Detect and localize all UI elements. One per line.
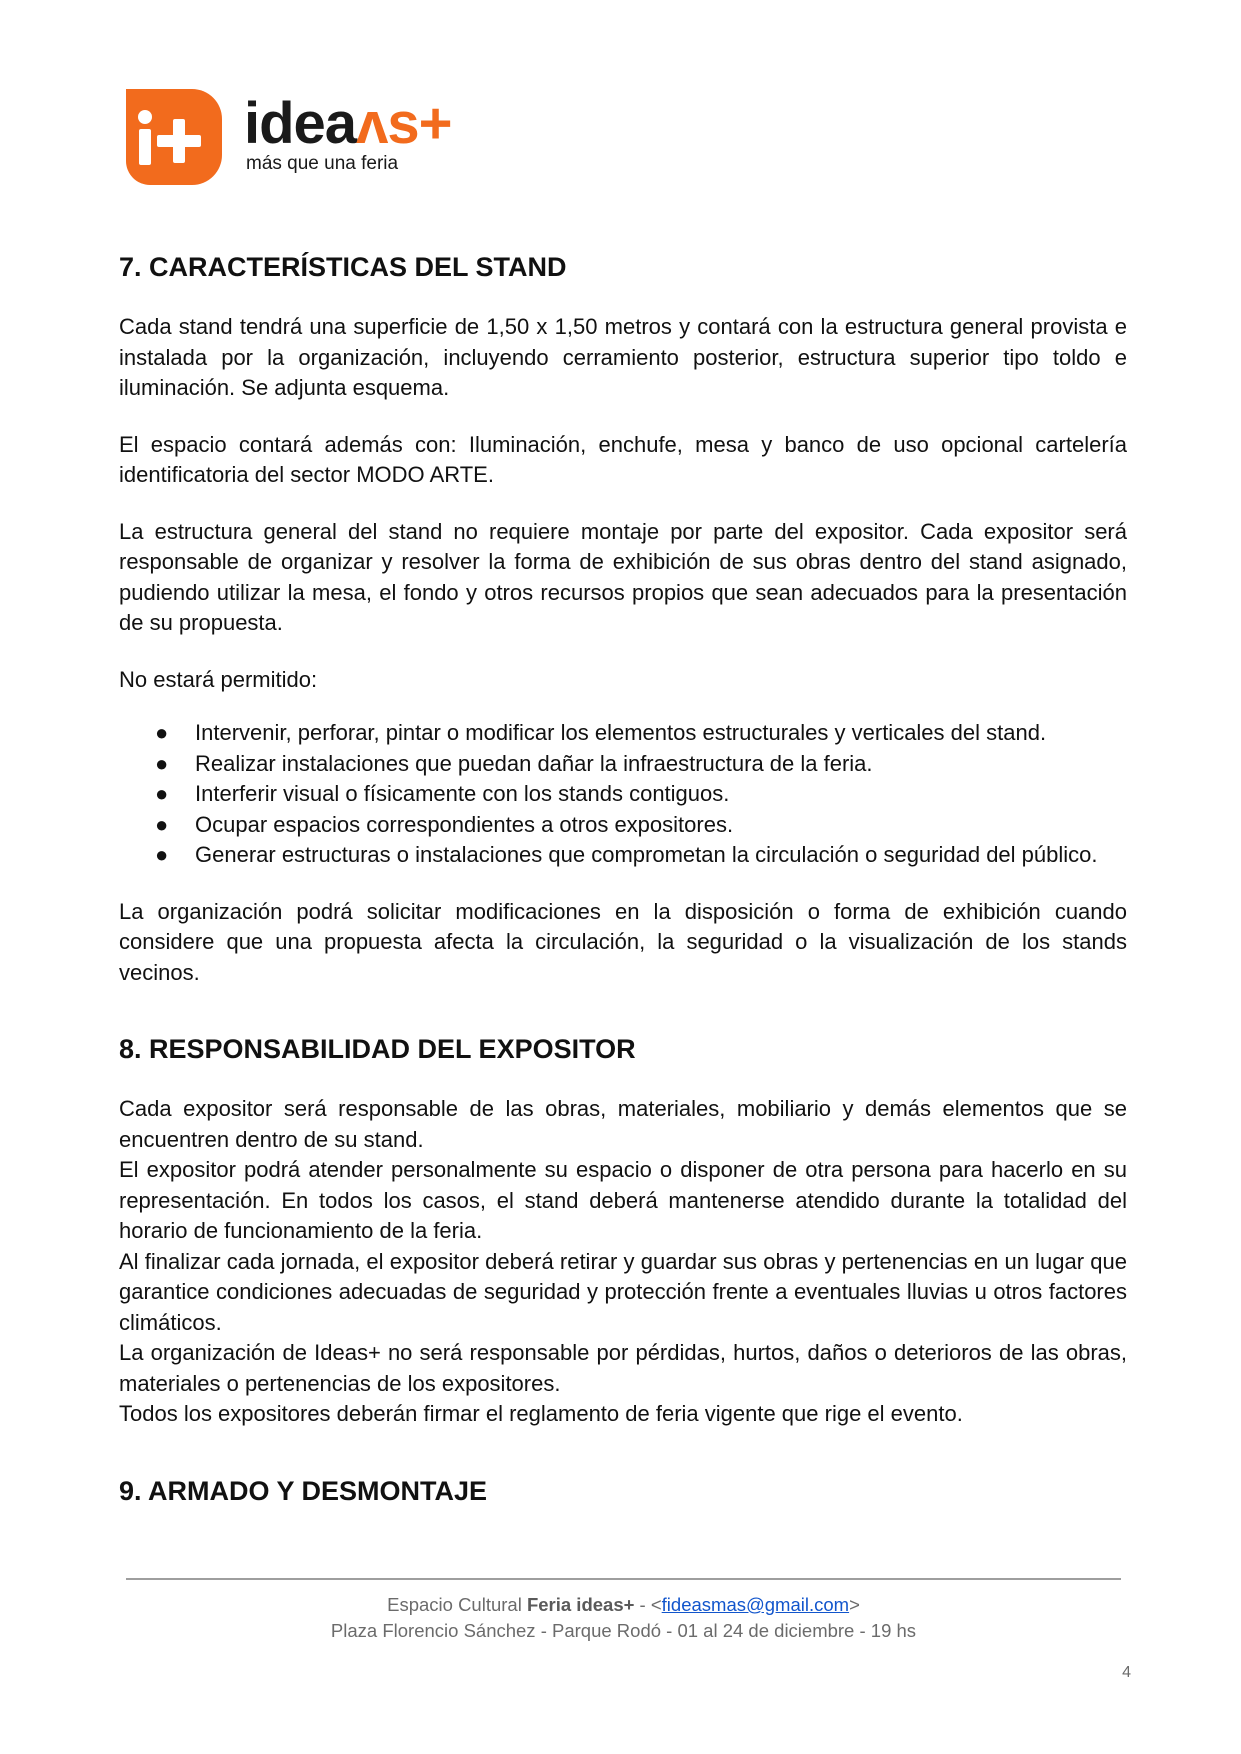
section-7-paragraph-5: La organización podrá solicitar modificaciones en la disposición o forma de exhibición cuando considere que una propuesta afecta la circulación, la seguridad o la visualización de los stands vecinos. [119, 898, 1127, 985]
section-7-paragraph-1: Cada stand tendrá una superficie de 1,50 x 1,50 metros y contará con la estructura general provista e instalada por la organización, incluyendo cerramiento posterior, estructura superior tipo toldo e iluminación. Se adjunta esquema. [119, 314, 1127, 400]
list-item-text: Ocupar espacios correspondientes a otros expositores. [195, 811, 734, 837]
footer-prefix: Espacio Cultural [387, 1594, 527, 1615]
footer-line-2: Plaza Florencio Sánchez - Parque Rodó - 01 al 24 de diciembre - 19 hs [330, 1620, 917, 1641]
section-7-paragraph-2: El espacio contará además con: Iluminación, enchufe, mesa y banco de uso opcional cartelería identificatoria del sector MODO ARTE. [119, 431, 1127, 487]
logo-wordmark [244, 93, 451, 155]
section-8-paragraph-1: Cada expositor será responsable de las obras, materiales, mobiliario y demás elementos que se encuentren dentro de su stand. [119, 1096, 1127, 1152]
section-7-paragraph-4: No estará permitido: [119, 666, 318, 692]
list-item-text: Realizar instalaciones que puedan dañar la infraestructura de la feria. [195, 750, 873, 776]
bullet-icon: ● [155, 750, 169, 776]
section-8-paragraph-3: Al finalizar cada jornada, el expositor deberá retirar y guardar sus obras y pertenencias en un lugar que garantice condiciones adecuadas de seguridad y protección frente a eventuales lluvias u otros factores climáticos. [119, 1248, 1127, 1335]
footer-suffix: > [849, 1594, 860, 1615]
bullet-icon: ● [155, 842, 169, 867]
footer-divider [126, 1578, 1121, 1580]
logo-tagline: más que una feria [246, 153, 399, 174]
section-8-title: 8. RESPONSABILIDAD DEL EXPOSITOR [119, 1034, 636, 1064]
bullet-icon: ● [155, 811, 169, 837]
list-item-text: Interferir visual o físicamente con los stands contiguos. [195, 781, 730, 806]
section-8-paragraph-5: Todos los expositores deberán firmar el reglamento de feria vigente que rige el evento. [119, 1401, 963, 1426]
list-item [119, 718, 1127, 749]
section-9-title: 9. ARMADO Y DESMONTAJE [119, 1475, 488, 1506]
section-8-paragraph-4: La organización de Ideas+ no será responsable por pérdidas, hurtos, daños o deterioros de las obras, materiales o pertenencias de los expositores. [119, 1340, 1127, 1396]
prohibitions-list [119, 718, 1127, 871]
document-body [119, 250, 1127, 1536]
bullet-icon: ● [155, 781, 169, 806]
section-7-paragraph-3: La estructura general del stand no requiere montaje por parte del expositor. Cada expositor será responsable de organizar y resolver la forma de exhibición de sus obras dentro del stand asignado, pudiendo utilizar la mesa, el fondo y otros recursos propios que sean adecuados para la presentación de su propuesta. [119, 518, 1127, 635]
list-item [119, 810, 1127, 841]
ideas-logo [126, 89, 452, 189]
section-7-title: 7. CARACTERÍSTICAS DEL STAND [119, 252, 567, 282]
footer-email-link[interactable]: fideasmas@gmail.com [661, 1594, 850, 1615]
footer-brand: Feria ideas+ [526, 1594, 635, 1615]
logo-word-accent: ʌs+ [356, 91, 452, 156]
logo-word-main: idea [244, 91, 357, 156]
list-item-text: Generar estructuras o instalaciones que comprometan la circulación o seguridad del público. [195, 842, 1098, 867]
list-item [119, 749, 1127, 780]
page-footer [126, 1592, 1121, 1644]
section-8-paragraph-2: El expositor podrá atender personalmente su espacio o disponer de otra persona para hacerlo en su representación. En todos los casos, el stand deberá mantenerse atendido durante la totalidad del horario de funcionamiento de la feria. [119, 1157, 1127, 1243]
footer-separator: - < [634, 1594, 662, 1615]
list-item-text: Intervenir, perforar, pintar o modificar los elementos estructurales y verticales del stand. [195, 720, 1047, 745]
list-item [119, 779, 1127, 810]
bullet-icon: ● [155, 720, 169, 745]
footer-line-1 [126, 1592, 1121, 1618]
page-number: 4 [1122, 1664, 1131, 1681]
ideas-logo-mark-icon [126, 89, 222, 185]
list-item [119, 840, 1127, 871]
